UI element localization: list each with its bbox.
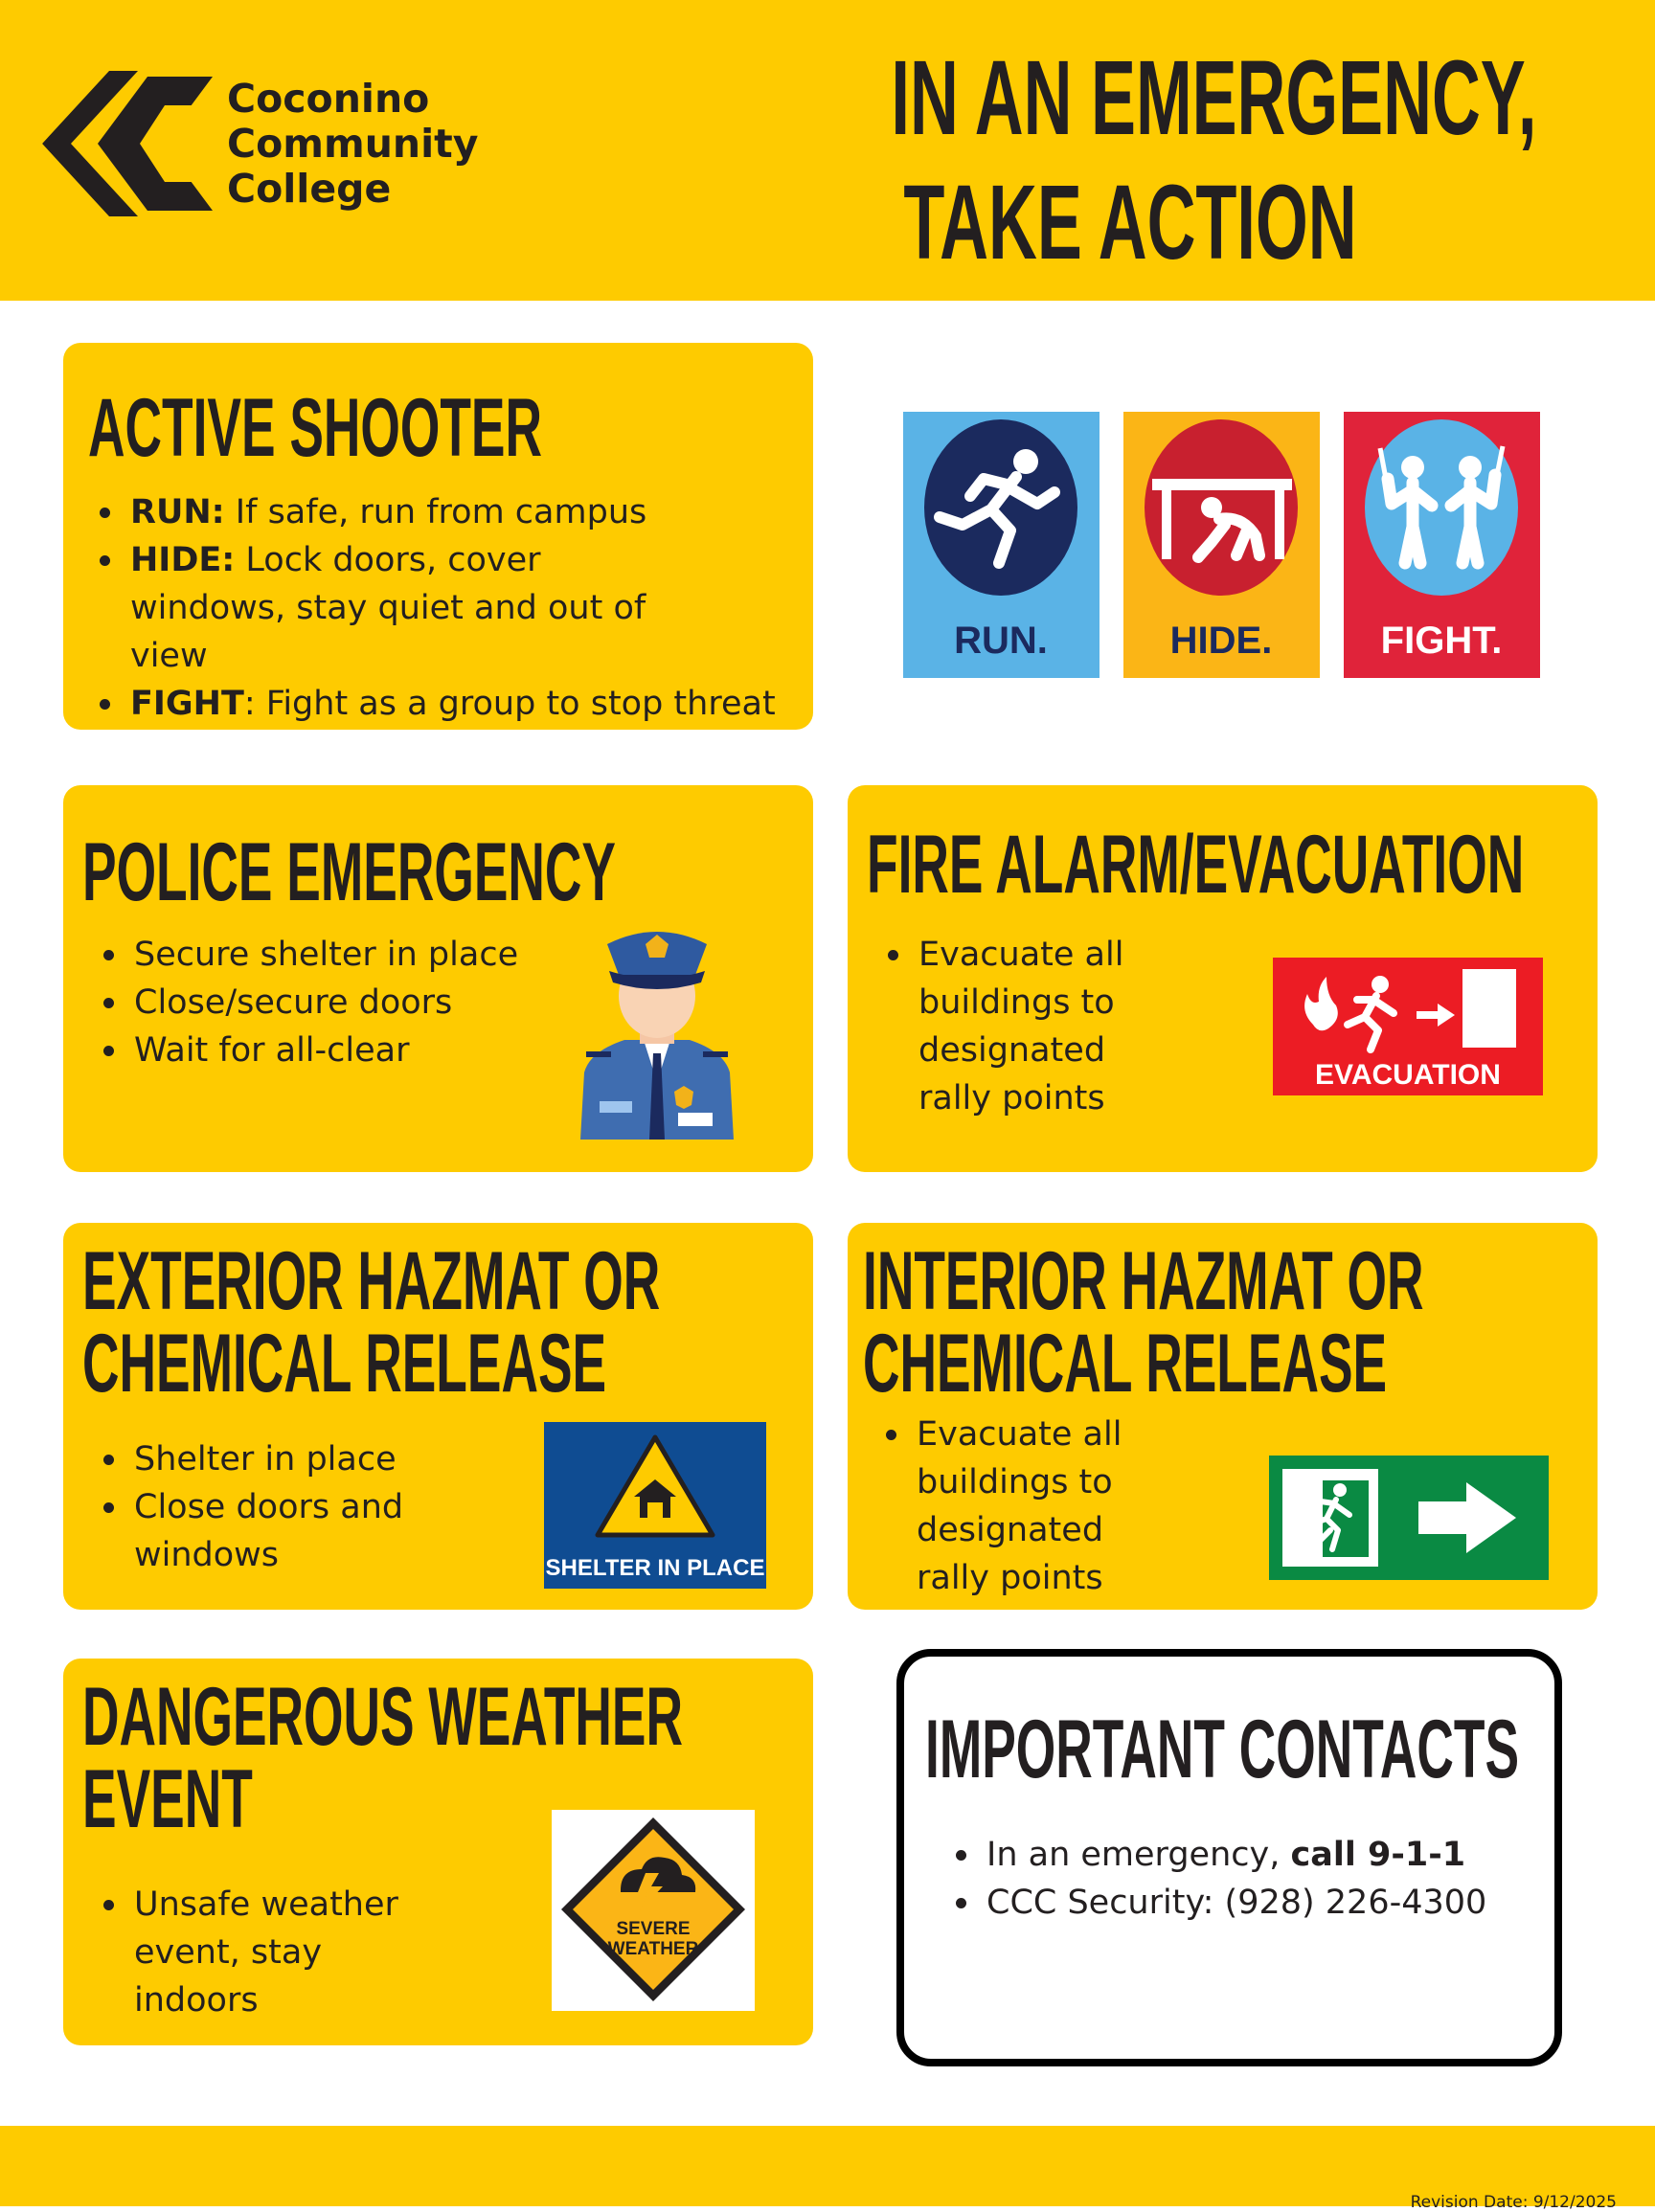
list-item: Close doors and windows [98, 1483, 423, 1579]
header-banner [0, 0, 1655, 301]
shelter-in-place-sign-icon [544, 1422, 766, 1589]
important-contacts-list [950, 1831, 1525, 1927]
dangerous-weather-title-line-2: EVENT [82, 1753, 253, 1845]
important-contacts-box [896, 1649, 1562, 2066]
list-item: Evacuate all buildings to designated rally points [882, 931, 1179, 1122]
emergency-number: call 9-1-1 [1290, 1836, 1466, 1874]
shelter-in-place-sign-label: SHELTER IN PLACE [545, 1555, 765, 1581]
college-name-line-2: Community [227, 121, 479, 167]
page-title [891, 36, 1537, 285]
interior-hazmat-title-line-1: INTERIOR HAZMAT OR [863, 1235, 1424, 1327]
interior-hazmat-list [880, 1411, 1177, 1602]
exterior-hazmat-title-line-2: CHEMICAL RELEASE [82, 1318, 607, 1410]
fight-sign-label: FIGHT. [1380, 620, 1503, 662]
interior-hazmat-title [863, 1235, 1424, 1410]
interior-hazmat-title-line-2: CHEMICAL RELEASE [863, 1318, 1388, 1410]
dangerous-weather-list [98, 1881, 442, 2024]
list-item: CCC Security: (928) 226-4300 [950, 1879, 1525, 1927]
interior-hazmat-card [848, 1223, 1598, 1610]
fire-evacuation-title: FIRE ALARM/EVACUATION [867, 819, 1525, 911]
exterior-hazmat-title-line-1: EXTERIOR HAZMAT OR [82, 1235, 661, 1327]
college-name-line-3: College [227, 166, 392, 212]
active-shooter-title: ACTIVE SHOOTER [88, 382, 542, 474]
exterior-hazmat-title [82, 1235, 661, 1410]
list-item: Secure shelter in place [98, 931, 577, 979]
severe-weather-sign-icon [552, 1810, 755, 2011]
page-title-line-2: TAKE ACTION [903, 164, 1357, 282]
dangerous-weather-title-line-1: DANGEROUS WEATHER [82, 1671, 684, 1763]
evacuation-sign-label: EVACUATION [1315, 1059, 1501, 1091]
severe-weather-sign-line-2: WEATHER [607, 1939, 699, 1959]
severe-weather-sign-line-1: SEVERE [616, 1919, 691, 1939]
exit-sign-icon [1269, 1456, 1549, 1580]
exterior-hazmat-card [63, 1223, 813, 1610]
page-title-line-1: IN AN EMERGENCY, [891, 39, 1537, 157]
police-emergency-card [63, 785, 813, 1172]
police-emergency-list [98, 931, 577, 1074]
fire-evacuation-card [848, 785, 1598, 1172]
list-item: RUN: If safe, run from campus [94, 488, 793, 536]
college-logo-icon [42, 69, 224, 222]
active-shooter-list [94, 488, 793, 728]
list-item: FIGHT: Fight as a group to stop threat [94, 680, 793, 728]
list-item: Unsafe weather event, stay indoors [98, 1881, 442, 2024]
hide-sign-label: HIDE. [1169, 620, 1273, 662]
evacuation-sign-icon [1273, 958, 1543, 1095]
exterior-hazmat-list [98, 1435, 423, 1579]
revision-date: Revision Date: 9/12/2025 [1410, 2193, 1617, 2212]
active-shooter-card [63, 343, 813, 730]
list-item: Evacuate all buildings to designated rally points [880, 1411, 1177, 1602]
college-name-line-1: Coconino [227, 76, 430, 122]
important-contacts-title: IMPORTANT CONTACTS [925, 1704, 1520, 1795]
footer-band [0, 2126, 1655, 2206]
police-officer-icon [571, 919, 743, 1140]
police-emergency-title: POLICE EMERGENCY [82, 826, 616, 918]
hide-sign-icon [1123, 412, 1320, 678]
dangerous-weather-card [63, 1659, 813, 2045]
run-sign-icon [903, 412, 1100, 678]
fight-sign-icon [1344, 412, 1540, 678]
list-item: In an emergency, call 9-1-1 [950, 1831, 1525, 1879]
list-item: HIDE: Lock doors, cover windows, stay quiet and out of view [94, 536, 705, 680]
list-item: Close/secure doors [98, 979, 577, 1027]
list-item: Shelter in place [98, 1435, 423, 1483]
list-item: Wait for all-clear [98, 1027, 577, 1074]
fire-evacuation-list [882, 931, 1179, 1122]
college-name [227, 77, 478, 212]
run-sign-label: RUN. [954, 620, 1048, 662]
